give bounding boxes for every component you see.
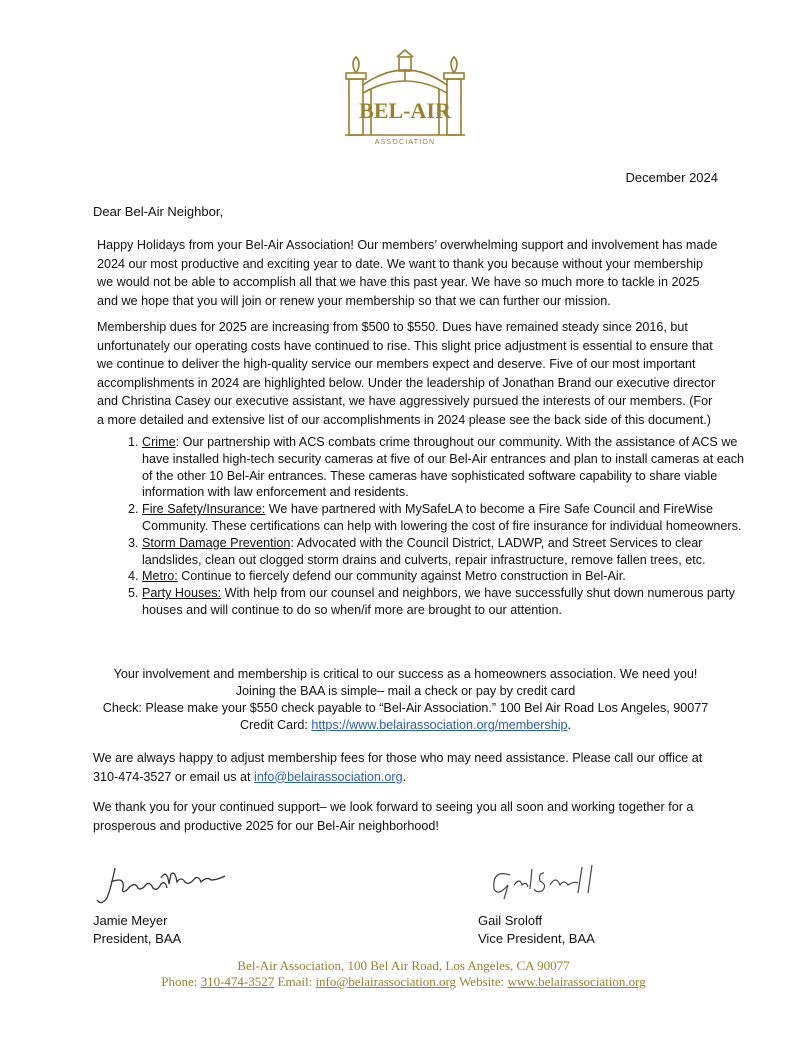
signature-gail-sroloff [480, 855, 630, 905]
item-text: We have partnered with MySafeLA to become a Fire Safe Council and FireWise Community. These certifications can help with lowering the cost of fire insurance for individual homeowners. [142, 502, 742, 533]
join-line1: Your involvement and membership is critical to our success as a homeowners association. We need you! Joining the BAA is simple– mail a check or pay by credit card [113, 667, 698, 698]
item-title: Party Houses: [142, 586, 222, 601]
footer-contacts [0, 974, 807, 990]
join-credit-line [93, 717, 718, 734]
accomplishments-list [118, 434, 747, 619]
list-item [142, 535, 747, 569]
item-separator: : [175, 435, 183, 449]
list-item [142, 585, 747, 619]
item-text: Our partnership with ACS combats crime throughout our community. With the assistance of ACS we have installed high-tech security cameras at five of our Bel-Air entrances and plan to install cameras at each of the other 10 Bel-Air entrances. These cameras have sophisticated software capability to share viable information with law enforcement and residents. [142, 435, 745, 500]
signer-role: President, BAA [93, 931, 182, 946]
letter-date: December 2024 [625, 170, 718, 185]
item-title: Crime [142, 435, 176, 449]
item-text: Continue to fiercely defend our community against Metro construction in Bel-Air. [181, 569, 626, 584]
signature-jamie-meyer [95, 860, 245, 910]
join-check-line: Check: Please make your $550 check payable to “Bel-Air Association.” 100 Bel Air Road Los Angeles, 90077 [102, 701, 709, 715]
intro-paragraph: Happy Holidays from your Bel-Air Association! Our members’ overwhelming support and involvement has made 2024 our most productive and exciting year to date. We want to thank you because without your membership we would not be able to accomplish all that we have this past year. We have so much more to tackle in 2025 and we hope that you will join or renew your membership so that we can further our mission. [97, 238, 718, 308]
item-separator: : [290, 535, 297, 550]
salutation: Dear Bel-Air Neighbor, [93, 204, 224, 219]
signer-vice-president [478, 912, 595, 948]
bel-air-gate-logo-icon [335, 45, 475, 150]
logo-subtitle: ASSOCIATION [374, 139, 436, 146]
signer-president [93, 912, 181, 948]
signer-role: Vice President, BAA [478, 931, 595, 946]
item-title: Storm Damage Prevention [142, 535, 291, 550]
signer-name: Gail Sroloff [478, 913, 543, 928]
footer-address: Bel-Air Association, 100 Bel Air Road, Los Angeles, CA 90077 [237, 958, 570, 973]
dues-paragraph: Membership dues for 2025 are increasing from $500 to $550. Dues have remained steady since 2016, but unfortunately our operating costs have continued to rise. This slight price adjustment is essential to ensure that we continue to deliver the high-quality service our members expect and deserve. Five of our most important accomplishments in 2024 are highlighted below. Under the leadership of Jonathan Brand our executive director and Christina Casey our executive assistant, we have aggressively pursued the interests of our members. (For a more detailed and extensive list of our accomplishments in 2024 please see the back side of this document.) [97, 320, 716, 427]
footer-website-link[interactable]: www.belairassociation.org [507, 974, 646, 989]
email-link[interactable]: info@belairassociation.org [254, 769, 403, 784]
signer-name: Jamie Meyer [93, 913, 168, 928]
assistance-paragraph [93, 749, 723, 786]
credit-end: . [567, 718, 572, 732]
item-text: With help from our counsel and neighbors, we have successfully shut down numerous party houses and will continue to do so when/if more are brought to our attention. [142, 586, 735, 617]
list-item [142, 434, 747, 501]
email-label: Email: [274, 974, 316, 989]
join-section [93, 666, 718, 734]
item-text: Advocated with the Council District, LADWP, and Street Services to clear landslides, clean out clogged storm drains and culverts, repair infrastructure, remove fallen trees, etc. [142, 535, 706, 567]
item-title: Fire Safety/Insurance: [142, 502, 266, 517]
footer-phone-link[interactable]: 310-474-3527 [200, 974, 275, 989]
closing-paragraph: We thank you for your continued support– we look forward to seeing you all soon and working together for a prosperous and productive 2025 for our Bel-Air neighborhood! [93, 800, 694, 833]
footer [0, 958, 807, 990]
item-title: Metro: [142, 569, 178, 584]
website-label: Website: [456, 974, 508, 989]
list-item [142, 501, 747, 535]
phone-label: Phone: [161, 974, 201, 989]
list-item [142, 568, 747, 585]
logo-wordmark: BEL-AIR [359, 98, 451, 123]
membership-link[interactable]: https://www.belairassociation.org/membership [311, 718, 568, 732]
footer-email-link[interactable]: info@belairassociation.org [315, 974, 457, 989]
assistance-end: . [402, 769, 407, 784]
assistance-text: We are always happy to adjust membership fees for those who may need assistance. Please call our office at 310-474-3527 or email us at [93, 751, 703, 784]
credit-label: Credit Card: [239, 718, 312, 732]
